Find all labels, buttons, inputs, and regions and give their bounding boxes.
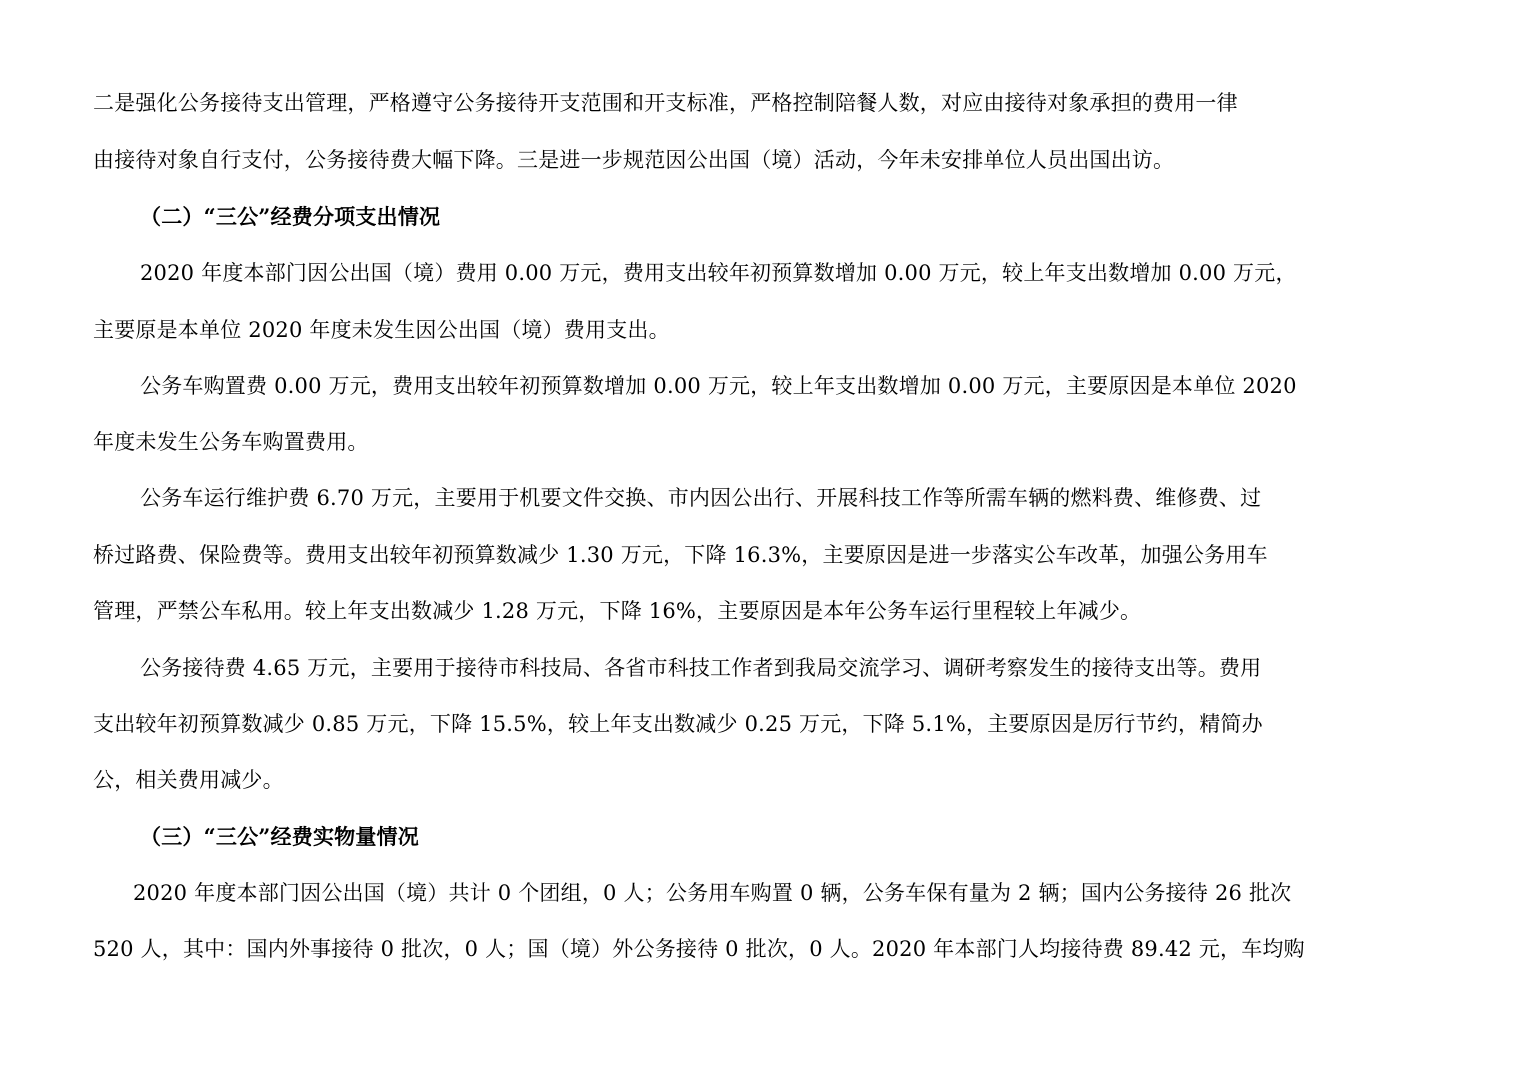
paragraph-line: 520 人，其中：国内外事接待 0 批次，0 人；国（境）外公务接待 0 批次，0 人。2020 年本部门人均接待费 89.42 元，车均购: [93, 937, 1305, 961]
section-heading: （三）“三公”经费实物量情况: [140, 824, 419, 849]
paragraph-line: 公务车运行维护费 6.70 万元，主要用于机要文件交换、市内因公出行、开展科技工作等所需车辆的燃料费、维修费、过: [140, 486, 1262, 510]
paragraph-line: 管理，严禁公车私用。较上年支出数减少 1.28 万元，下降 16%，主要原因是本年公务车运行里程较上年减少。: [93, 599, 1142, 623]
paragraph-line: 公，相关费用减少。: [93, 768, 284, 792]
paragraph-line: 2020 年度本部门因公出国（境）费用 0.00 万元，费用支出较年初预算数增加 0.00 万元，较上年支出数增加 0.00 万元，: [140, 261, 1297, 285]
paragraph-line: 公务车购置费 0.00 万元，费用支出较年初预算数增加 0.00 万元，较上年支出数增加 0.00 万元，主要原因是本单位 2020: [140, 374, 1297, 398]
paragraph-line: 桥过路费、保险费等。费用支出较年初预算数减少 1.30 万元，下降 16.3%，主要原因是进一步落实公车改革，加强公务用车: [93, 543, 1268, 567]
paragraph-line: 主要原是本单位 2020 年度未发生因公出国（境）费用支出。: [93, 318, 670, 342]
section-heading: （二）“三公”经费分项支出情况: [140, 204, 441, 229]
paragraph-line: 公务接待费 4.65 万元，主要用于接待市科技局、各省市科技工作者到我局交流学习、调研考察发生的接待支出等。费用: [140, 656, 1262, 680]
paragraph-line: 二是强化公务接待支出管理，严格遵守公务接待开支范围和开支标准，严格控制陪餐人数，对应由接待对象承担的费用一律: [93, 91, 1238, 115]
paragraph-line: 由接待对象自行支付，公务接待费大幅下降。三是进一步规范因公出国（境）活动，今年未安排单位人员出国出访。: [93, 148, 1175, 172]
paragraph-line: 2020 年度本部门因公出国（境）共计 0 个团组，0 人；公务用车购置 0 辆，公务车保有量为 2 辆；国内公务接待 26 批次: [133, 881, 1292, 905]
paragraph-line: 年度未发生公务车购置费用。: [93, 430, 369, 454]
paragraph-line: 支出较年初预算数减少 0.85 万元，下降 15.5%，较上年支出数减少 0.25 万元，下降 5.1%，主要原因是厉行节约，精简办: [93, 712, 1263, 736]
